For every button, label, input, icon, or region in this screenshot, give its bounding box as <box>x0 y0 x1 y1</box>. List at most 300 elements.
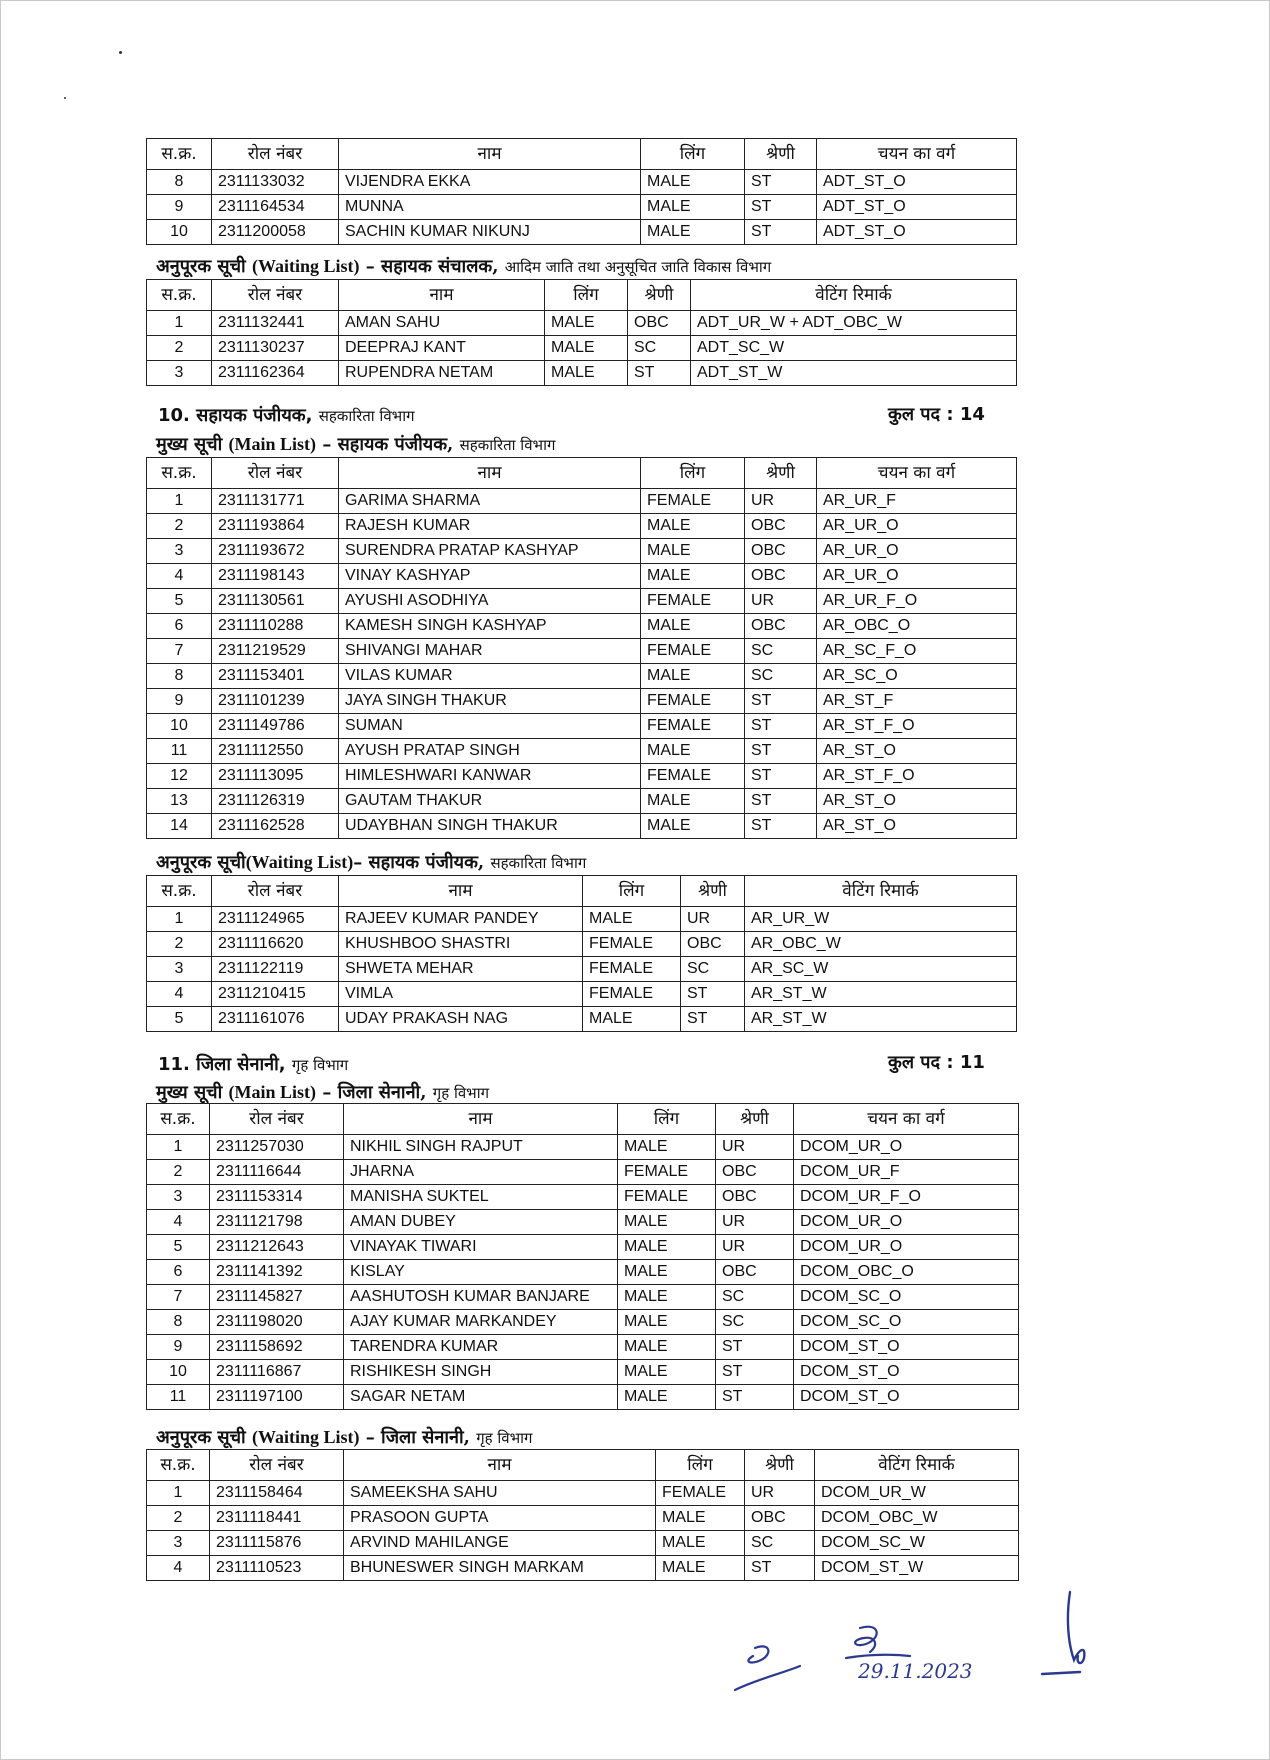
table-row <box>147 1360 1019 1385</box>
table-cell: FEMALE <box>583 932 681 957</box>
table-cell: 2311162528 <box>212 814 339 839</box>
scan-speck <box>64 97 66 99</box>
table-cell: AR_ST_O <box>817 739 1017 764</box>
table-cell: UR <box>681 907 745 932</box>
table-row <box>147 739 1017 764</box>
section-10-main-caption: मुख्य सूची (Main List) – सहायक पंजीयक, सहकारिता विभाग <box>156 434 556 455</box>
column-header: नाम <box>339 280 545 311</box>
table-cell: DCOM_SC_O <box>794 1310 1019 1335</box>
table-cell: 10 <box>147 714 212 739</box>
table-cell: MALE <box>618 1310 716 1335</box>
table-cell: 2311115876 <box>210 1531 344 1556</box>
table-cell: FEMALE <box>618 1185 716 1210</box>
section-10-waiting-caption: अनुपूरक सूची(Waiting List)– सहायक पंजीयक, सहकारिता विभाग <box>156 852 587 873</box>
table-cell: FEMALE <box>641 589 745 614</box>
table-cell: DCOM_UR_F_O <box>794 1185 1019 1210</box>
table-cell: DCOM_UR_O <box>794 1135 1019 1160</box>
table-cell: MALE <box>618 1360 716 1385</box>
column-header: लिंग <box>656 1450 745 1481</box>
table-cell: MALE <box>641 514 745 539</box>
table-cell: 2 <box>147 932 212 957</box>
table-cell: 2311141392 <box>210 1260 344 1285</box>
table-row <box>147 639 1017 664</box>
table-cell: UR <box>745 589 817 614</box>
table-cell: MALE <box>618 1210 716 1235</box>
table-cell: AYUSHI ASODHIYA <box>339 589 641 614</box>
table-cell: ADT_ST_O <box>817 170 1017 195</box>
table-cell: 2 <box>147 1160 210 1185</box>
table-cell: AR_OBC_O <box>817 614 1017 639</box>
column-header: लिंग <box>545 280 628 311</box>
column-header: नाम <box>339 139 641 170</box>
table-cell: 2311164534 <box>212 195 339 220</box>
section-10-waiting-table <box>146 875 1017 1032</box>
table-cell: 1 <box>147 1135 210 1160</box>
table-row <box>147 1160 1019 1185</box>
table-cell: 13 <box>147 789 212 814</box>
table-cell: 2311162364 <box>212 361 339 386</box>
table-cell: 2311193864 <box>212 514 339 539</box>
table-cell: DCOM_ST_W <box>815 1556 1019 1581</box>
table-row <box>147 539 1017 564</box>
table-cell: ADT_ST_O <box>817 195 1017 220</box>
table-cell: DCOM_SC_W <box>815 1531 1019 1556</box>
table-cell: AR_UR_F <box>817 489 1017 514</box>
column-header: स.क्र. <box>147 280 212 311</box>
table-cell: 2311113095 <box>212 764 339 789</box>
table-cell: AR_OBC_W <box>745 932 1017 957</box>
table-cell: SC <box>745 664 817 689</box>
table-cell: 2 <box>147 514 212 539</box>
table-cell: SC <box>745 1531 815 1556</box>
table-cell: OBC <box>745 514 817 539</box>
table-cell: MANISHA SUKTEL <box>344 1185 618 1210</box>
table-cell: VILAS KUMAR <box>339 664 641 689</box>
table-row <box>147 361 1017 386</box>
table-cell: AR_ST_W <box>745 982 1017 1007</box>
table-cell: ST <box>745 689 817 714</box>
table-cell: 2311131771 <box>212 489 339 514</box>
table-cell: KAMESH SINGH KASHYAP <box>339 614 641 639</box>
table-cell: AR_UR_O <box>817 564 1017 589</box>
column-header: चयन का वर्ग <box>817 139 1017 170</box>
table-cell: AR_UR_F_O <box>817 589 1017 614</box>
column-header: रोल नंबर <box>210 1450 344 1481</box>
table-cell: OBC <box>745 539 817 564</box>
table-cell: FEMALE <box>641 689 745 714</box>
table-cell: AR_ST_W <box>745 1007 1017 1032</box>
table-row <box>147 1007 1017 1032</box>
table-cell: 2311132441 <box>212 311 339 336</box>
column-header: नाम <box>339 458 641 489</box>
table-cell: MALE <box>618 1385 716 1410</box>
table-row <box>147 957 1017 982</box>
table-cell: ST <box>745 1556 815 1581</box>
table-cell: 2311121798 <box>210 1210 344 1235</box>
column-header: श्रेणी <box>745 139 817 170</box>
table-cell: 3 <box>147 1185 210 1210</box>
table-row <box>147 514 1017 539</box>
table-row <box>147 714 1017 739</box>
table-cell: 8 <box>147 170 212 195</box>
table-row <box>147 907 1017 932</box>
table-cell: RUPENDRA NETAM <box>339 361 545 386</box>
table-cell: SC <box>628 336 691 361</box>
adt-waiting-caption: अनुपूरक सूची (Waiting List) – सहायक संचालक, आदिम जाति तथा अनुसूचित जाति विकास विभाग <box>156 256 772 277</box>
table-cell: FEMALE <box>583 957 681 982</box>
table-cell: 10 <box>147 220 212 245</box>
table-cell: AR_SC_O <box>817 664 1017 689</box>
column-header: वेटिंग रिमार्क <box>691 280 1017 311</box>
table-cell: 2311116620 <box>212 932 339 957</box>
table-cell: DCOM_ST_O <box>794 1335 1019 1360</box>
table-cell: UR <box>716 1210 794 1235</box>
section-11-total-posts: कुल पद : 11 <box>888 1052 985 1073</box>
table-cell: 2311116867 <box>210 1360 344 1385</box>
column-header: स.क्र. <box>147 458 212 489</box>
table-cell: 2311257030 <box>210 1135 344 1160</box>
table-cell: UR <box>745 489 817 514</box>
table-cell: FEMALE <box>641 639 745 664</box>
table-cell: 2311124965 <box>212 907 339 932</box>
table-row <box>147 814 1017 839</box>
table-cell: 2311197100 <box>210 1385 344 1410</box>
column-header: स.क्र. <box>147 1450 210 1481</box>
table-cell: 4 <box>147 564 212 589</box>
table-row <box>147 336 1017 361</box>
table-cell: ARVIND MAHILANGE <box>344 1531 656 1556</box>
table-cell: GARIMA SHARMA <box>339 489 641 514</box>
table-cell: MALE <box>618 1335 716 1360</box>
table-cell: GAUTAM THAKUR <box>339 789 641 814</box>
table-cell: 4 <box>147 1556 210 1581</box>
table-cell: DCOM_ST_O <box>794 1385 1019 1410</box>
table-cell: ADT_ST_O <box>817 220 1017 245</box>
table-cell: NIKHIL SINGH RAJPUT <box>344 1135 618 1160</box>
table-cell: FEMALE <box>583 982 681 1007</box>
table-cell: DCOM_UR_O <box>794 1235 1019 1260</box>
table-header-row <box>147 458 1017 489</box>
table-cell: 2311112550 <box>212 739 339 764</box>
table-cell: BHUNESWER SINGH MARKAM <box>344 1556 656 1581</box>
table-cell: 3 <box>147 1531 210 1556</box>
table-cell: ST <box>745 220 817 245</box>
table-cell: SACHIN KUMAR NIKUNJ <box>339 220 641 245</box>
table-cell: DEEPRAJ KANT <box>339 336 545 361</box>
table-cell: 7 <box>147 639 212 664</box>
table-cell: DCOM_UR_F <box>794 1160 1019 1185</box>
table-cell: SUMAN <box>339 714 641 739</box>
table-cell: 6 <box>147 614 212 639</box>
table-header-row <box>147 139 1017 170</box>
table-cell: AYUSH PRATAP SINGH <box>339 739 641 764</box>
table-cell: 10 <box>147 1360 210 1385</box>
section-10-main-table <box>146 457 1017 839</box>
table-cell: DCOM_UR_O <box>794 1210 1019 1235</box>
table-cell: 2311149786 <box>212 714 339 739</box>
signature-1 <box>725 1640 805 1695</box>
table-cell: 14 <box>147 814 212 839</box>
table-cell: ST <box>716 1360 794 1385</box>
table-cell: 11 <box>147 739 212 764</box>
signature-date: 29.11.2023 <box>858 1659 973 1683</box>
table-cell: FEMALE <box>618 1160 716 1185</box>
table-cell: AASHUTOSH KUMAR BANJARE <box>344 1285 618 1310</box>
table-cell: 2311198143 <box>212 564 339 589</box>
table-row <box>147 1235 1019 1260</box>
table-header-row <box>147 1450 1019 1481</box>
table-cell: MALE <box>583 1007 681 1032</box>
table-row <box>147 170 1017 195</box>
table-cell: DCOM_UR_W <box>815 1481 1019 1506</box>
table-cell: 1 <box>147 1481 210 1506</box>
table-cell: 1 <box>147 489 212 514</box>
column-header: वेटिंग रिमार्क <box>745 876 1017 907</box>
table-cell: ST <box>745 170 817 195</box>
table-cell: MALE <box>641 739 745 764</box>
table-cell: 11 <box>147 1385 210 1410</box>
table-cell: 2311110288 <box>212 614 339 639</box>
table-cell: RISHIKESH SINGH <box>344 1360 618 1385</box>
table-cell: VIJENDRA EKKA <box>339 170 641 195</box>
table-cell: OBC <box>745 1506 815 1531</box>
table-cell: AR_ST_F_O <box>817 714 1017 739</box>
column-header: लिंग <box>641 458 745 489</box>
column-header: रोल नंबर <box>212 458 339 489</box>
table-cell: AJAY KUMAR MARKANDEY <box>344 1310 618 1335</box>
table-cell: MALE <box>641 664 745 689</box>
table-cell: AR_ST_F <box>817 689 1017 714</box>
table-cell: FEMALE <box>641 714 745 739</box>
table-cell: 1 <box>147 311 212 336</box>
table-cell: FEMALE <box>641 489 745 514</box>
table-cell: AMAN SAHU <box>339 311 545 336</box>
table-cell: MALE <box>641 614 745 639</box>
signature-3 <box>1040 1588 1100 1678</box>
table-cell: MALE <box>641 170 745 195</box>
column-header: लिंग <box>618 1104 716 1135</box>
table-cell: 2311101239 <box>212 689 339 714</box>
table-cell: SC <box>716 1285 794 1310</box>
table-cell: SAMEEKSHA SAHU <box>344 1481 656 1506</box>
table-cell: KHUSHBOO SHASTRI <box>339 932 583 957</box>
section-11-main-caption: मुख्य सूची (Main List) – जिला सेनानी, गृह विभाग <box>156 1082 490 1103</box>
scan-speck <box>119 51 122 54</box>
table-cell: UDAYBHAN SINGH THAKUR <box>339 814 641 839</box>
table-cell: FEMALE <box>641 764 745 789</box>
table-row <box>147 564 1017 589</box>
table-row <box>147 664 1017 689</box>
table-cell: 2311158692 <box>210 1335 344 1360</box>
table-cell: DCOM_OBC_O <box>794 1260 1019 1285</box>
table-row <box>147 1481 1019 1506</box>
table-cell: 2311122119 <box>212 957 339 982</box>
table-row <box>147 764 1017 789</box>
table-row <box>147 1556 1019 1581</box>
table-cell: FEMALE <box>656 1481 745 1506</box>
table-cell: SC <box>716 1310 794 1335</box>
table-cell: 2 <box>147 1506 210 1531</box>
signature-2 <box>840 1620 980 1690</box>
table-cell: AR_SC_W <box>745 957 1017 982</box>
table-row <box>147 1506 1019 1531</box>
table-row <box>147 1335 1019 1360</box>
table-cell: AR_UR_O <box>817 539 1017 564</box>
table-cell: SHWETA MEHAR <box>339 957 583 982</box>
table-cell: 2 <box>147 336 212 361</box>
column-header: श्रेणी <box>628 280 691 311</box>
table-row <box>147 789 1017 814</box>
adt-waiting-table <box>146 279 1017 386</box>
table-cell: 9 <box>147 1335 210 1360</box>
table-cell: 2311116644 <box>210 1160 344 1185</box>
table-cell: PRASOON GUPTA <box>344 1506 656 1531</box>
section-10-heading: 10. सहायक पंजीयक, सहकारिता विभाग <box>158 405 415 426</box>
table-cell: MALE <box>656 1531 745 1556</box>
column-header: चयन का वर्ग <box>817 458 1017 489</box>
table-cell: ST <box>745 814 817 839</box>
table-cell: ST <box>628 361 691 386</box>
table-cell: 2311130237 <box>212 336 339 361</box>
table-cell: RAJEEV KUMAR PANDEY <box>339 907 583 932</box>
table-cell: MALE <box>545 361 628 386</box>
table-cell: AMAN DUBEY <box>344 1210 618 1235</box>
table-cell: SC <box>681 957 745 982</box>
table-cell: ST <box>681 982 745 1007</box>
table-cell: UR <box>745 1481 815 1506</box>
table-cell: 2311126319 <box>212 789 339 814</box>
table-cell: SURENDRA PRATAP KASHYAP <box>339 539 641 564</box>
table-cell: 3 <box>147 539 212 564</box>
table-cell: VIMLA <box>339 982 583 1007</box>
table-cell: ST <box>745 764 817 789</box>
table-cell: 9 <box>147 195 212 220</box>
table-cell: HIMLESHWARI KANWAR <box>339 764 641 789</box>
table-cell: DCOM_OBC_W <box>815 1506 1019 1531</box>
table-cell: MALE <box>656 1506 745 1531</box>
table-row <box>147 982 1017 1007</box>
column-header: रोल नंबर <box>210 1104 344 1135</box>
table-cell: AR_ST_F_O <box>817 764 1017 789</box>
table-cell: 2311110523 <box>210 1556 344 1581</box>
table-cell: JHARNA <box>344 1160 618 1185</box>
table-cell: 5 <box>147 1007 212 1032</box>
table-cell: 1 <box>147 907 212 932</box>
column-header: श्रेणी <box>745 1450 815 1481</box>
table-cell: MALE <box>641 195 745 220</box>
table-cell: ADT_ST_W <box>691 361 1017 386</box>
table-row <box>147 1310 1019 1335</box>
table-row <box>147 689 1017 714</box>
table-cell: OBC <box>628 311 691 336</box>
table-cell: 2311200058 <box>212 220 339 245</box>
table-cell: UR <box>716 1235 794 1260</box>
table-cell: ST <box>716 1385 794 1410</box>
table-cell: 6 <box>147 1260 210 1285</box>
table-cell: OBC <box>716 1160 794 1185</box>
table-cell: AR_UR_O <box>817 514 1017 539</box>
section-11-main-table <box>146 1103 1019 1410</box>
table-cell: 2311193672 <box>212 539 339 564</box>
table-cell: AR_ST_O <box>817 789 1017 814</box>
table-cell: JAYA SINGH THAKUR <box>339 689 641 714</box>
table-cell: RAJESH KUMAR <box>339 514 641 539</box>
table-row <box>147 220 1017 245</box>
table-cell: 2311153314 <box>210 1185 344 1210</box>
table-cell: OBC <box>745 564 817 589</box>
table-cell: 4 <box>147 982 212 1007</box>
column-header: लिंग <box>641 139 745 170</box>
table-cell: MUNNA <box>339 195 641 220</box>
table-cell: OBC <box>681 932 745 957</box>
table-row <box>147 1260 1019 1285</box>
column-header: रोल नंबर <box>212 280 339 311</box>
table-cell: SC <box>745 639 817 664</box>
table-row <box>147 614 1017 639</box>
table-cell: TARENDRA KUMAR <box>344 1335 618 1360</box>
column-header: नाम <box>344 1450 656 1481</box>
table-cell: 2311198020 <box>210 1310 344 1335</box>
table-cell: ADT_UR_W + ADT_OBC_W <box>691 311 1017 336</box>
table-cell: DCOM_ST_O <box>794 1360 1019 1385</box>
column-header: श्रेणी <box>716 1104 794 1135</box>
table-cell: MALE <box>618 1285 716 1310</box>
section-11-waiting-caption: अनुपूरक सूची (Waiting List) – जिला सेनानी, गृह विभाग <box>156 1427 533 1448</box>
table-cell: AR_ST_O <box>817 814 1017 839</box>
table-cell: 7 <box>147 1285 210 1310</box>
table-cell: 12 <box>147 764 212 789</box>
table-cell: ST <box>745 714 817 739</box>
table-cell: SHIVANGI MAHAR <box>339 639 641 664</box>
table-row <box>147 489 1017 514</box>
table-cell: MALE <box>641 814 745 839</box>
table-header-row <box>147 876 1017 907</box>
table-cell: MALE <box>545 311 628 336</box>
table-cell: 2311219529 <box>212 639 339 664</box>
section-10-total-posts: कुल पद : 14 <box>888 404 985 425</box>
table-cell: 4 <box>147 1210 210 1235</box>
table-cell: OBC <box>716 1260 794 1285</box>
table-row <box>147 195 1017 220</box>
column-header: नाम <box>339 876 583 907</box>
table-cell: MALE <box>641 564 745 589</box>
table-cell: MALE <box>618 1135 716 1160</box>
table-cell: ST <box>745 195 817 220</box>
table-cell: OBC <box>716 1185 794 1210</box>
table-cell: ST <box>745 789 817 814</box>
table-header-row <box>147 1104 1019 1135</box>
table-row <box>147 1385 1019 1410</box>
table-row <box>147 1531 1019 1556</box>
column-header: श्रेणी <box>745 458 817 489</box>
table-row <box>147 1185 1019 1210</box>
column-header: रोल नंबर <box>212 139 339 170</box>
table-header-row <box>147 280 1017 311</box>
table-cell: 2311130561 <box>212 589 339 614</box>
column-header: स.क्र. <box>147 876 212 907</box>
table-cell: VINAY KASHYAP <box>339 564 641 589</box>
table-cell: OBC <box>745 614 817 639</box>
column-header: लिंग <box>583 876 681 907</box>
column-header: श्रेणी <box>681 876 745 907</box>
table-cell: 2311210415 <box>212 982 339 1007</box>
table-row <box>147 311 1017 336</box>
table-cell: 5 <box>147 1235 210 1260</box>
table-cell: 2311158464 <box>210 1481 344 1506</box>
table-cell: AR_UR_W <box>745 907 1017 932</box>
table-cell: UR <box>716 1135 794 1160</box>
table-cell: ADT_SC_W <box>691 336 1017 361</box>
